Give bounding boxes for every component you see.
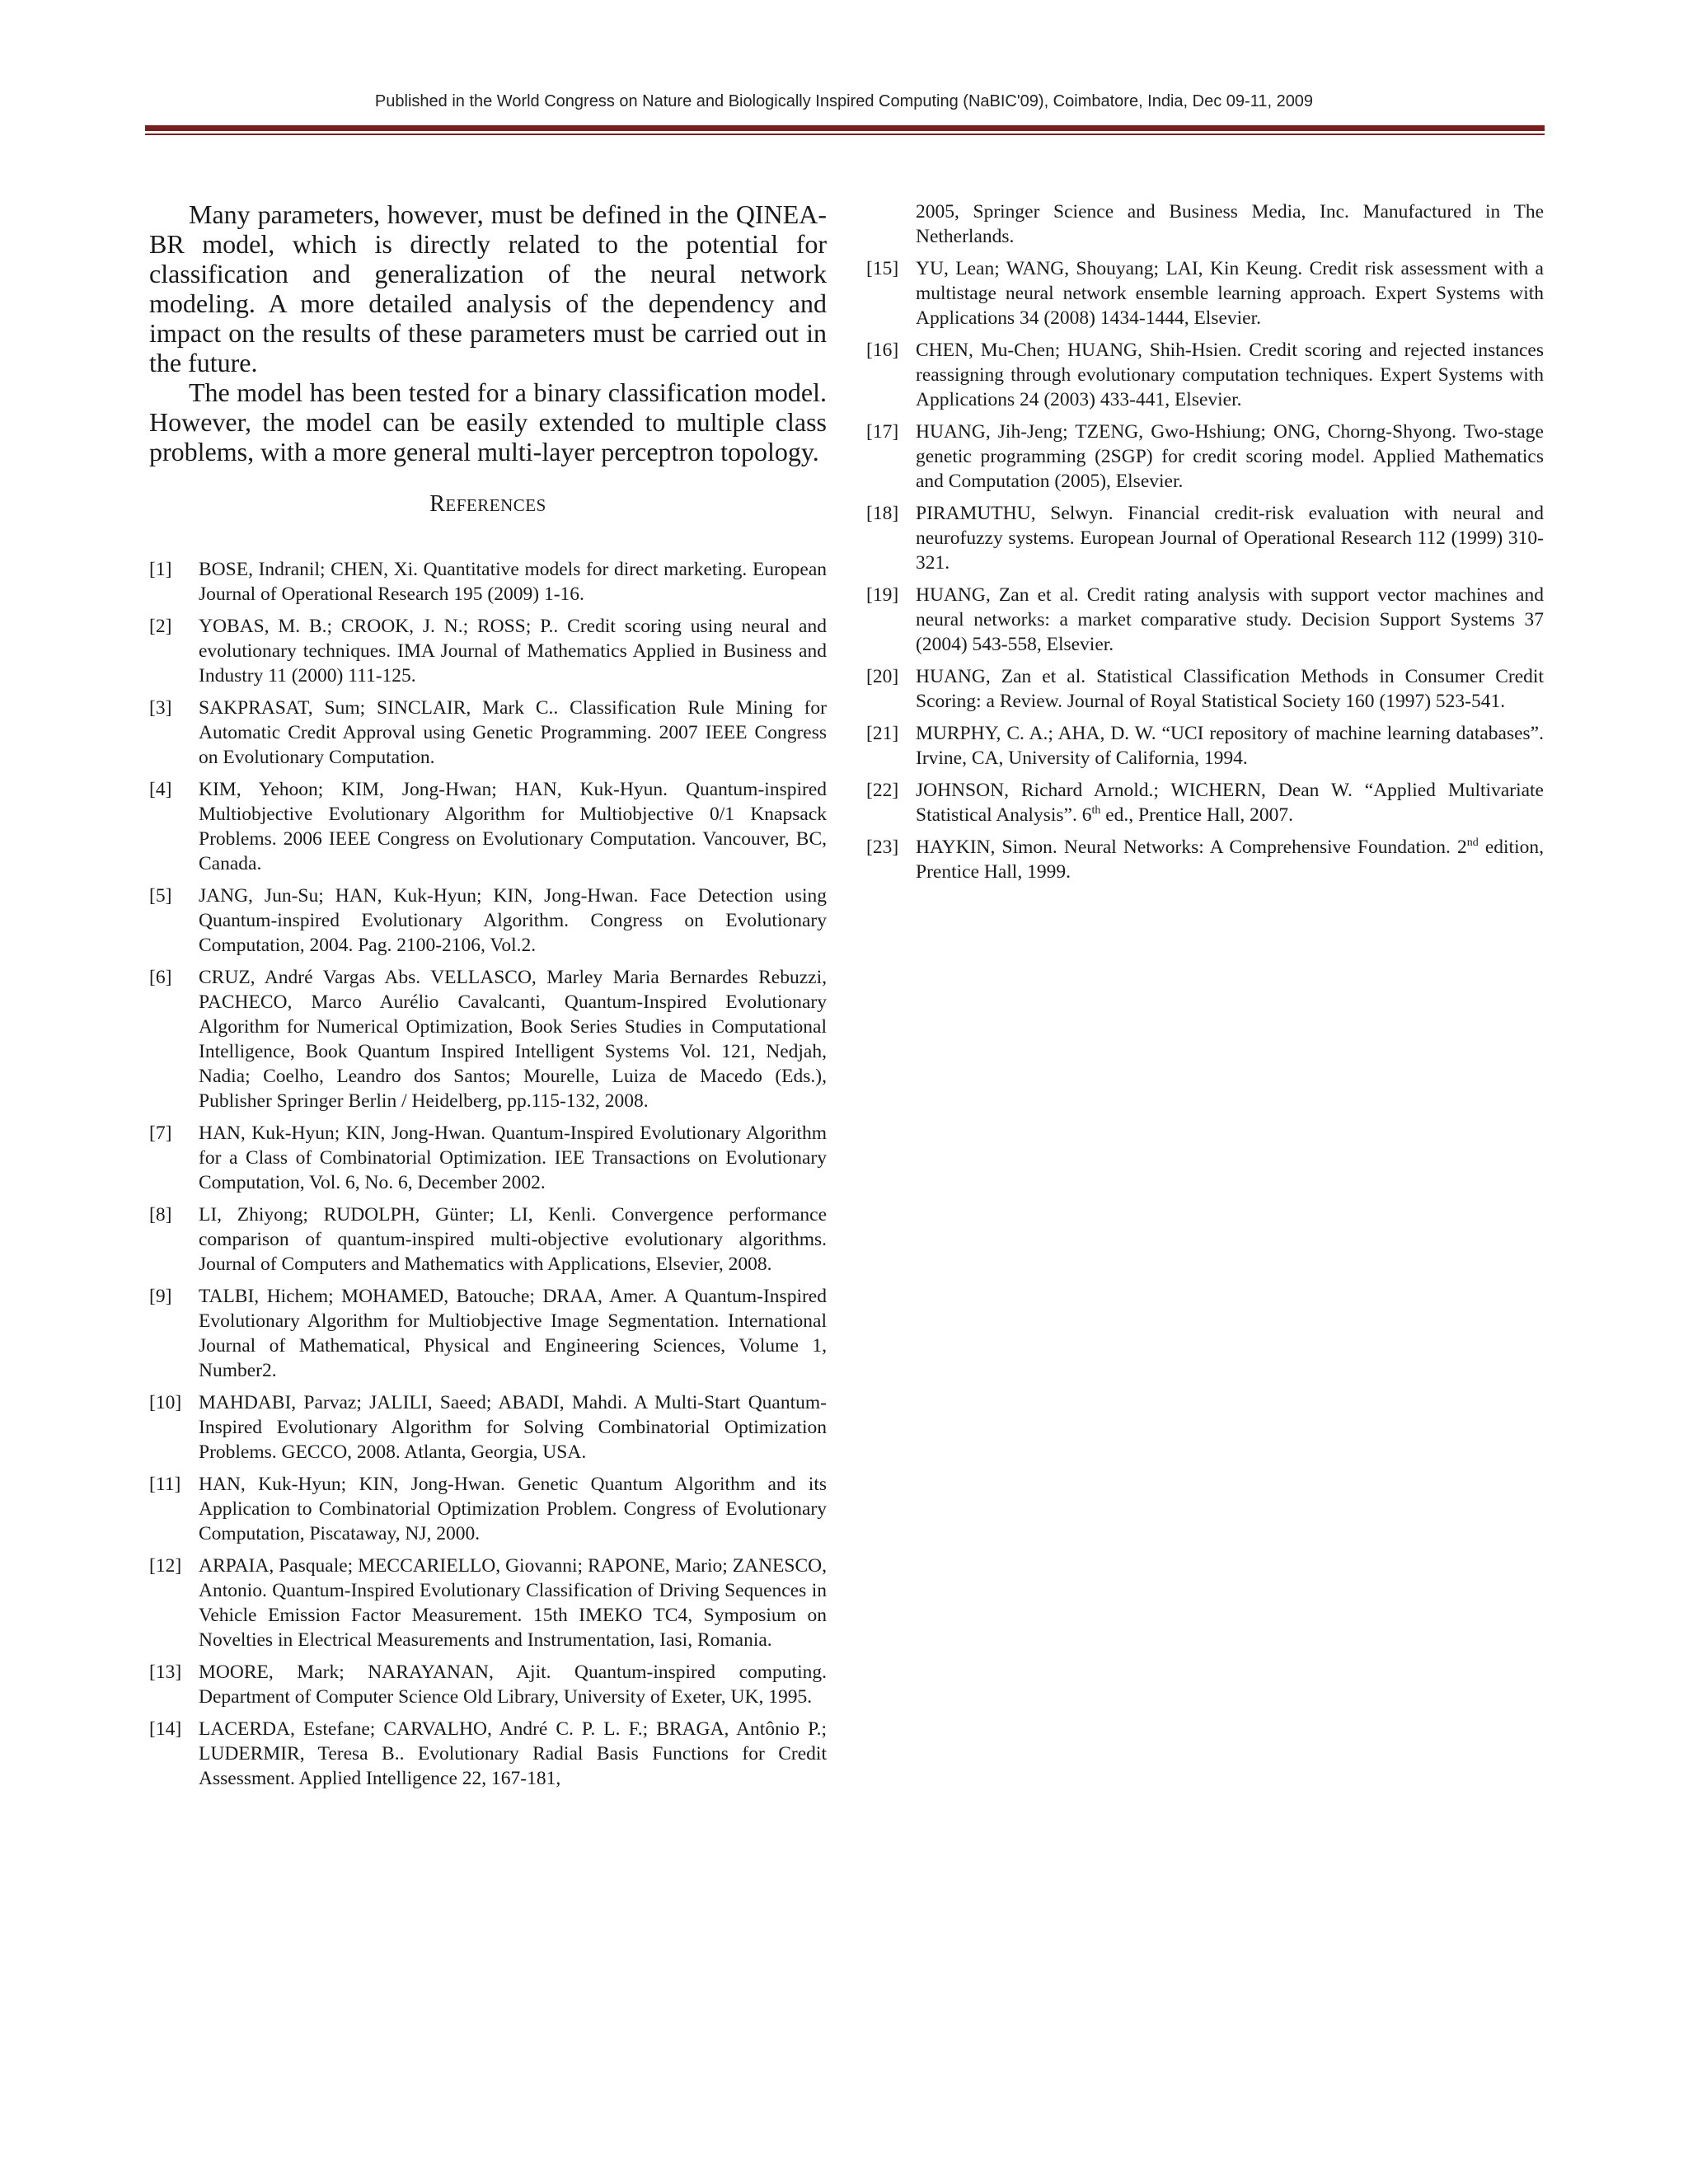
reference-item [866,256,1544,330]
reference-text: HUANG, Zan et al. Credit rating analysis with support vector machines and neural networks: a market comparative study. Decision Support Systems 37 (2004) 543-558, Elsevier. [916,584,1544,655]
reference-number: [7] [149,1122,172,1144]
reference-number: [1] [149,559,172,580]
header-rule-thin [145,134,1545,135]
reference-item [149,1717,827,1791]
reference-text [916,835,1544,884]
reference-text: KIM, Yehoon; KIM, Jong-Hwan; HAN, Kuk-Hyun. Quantum-inspired Multiobjective Evolutionary Algorithm for Multiobjective 0/1 Knapsack Problems. 2006 IEEE Congress on Evolutionary Computation. Vancouver, BC, Canada. [199,779,827,874]
references-heading-initial: R [429,491,446,517]
reference-text: BOSE, Indranil; CHEN, Xi. Quantitative models for direct marketing. European Journal of Operational Research 195 (2009) 1-16. [199,559,827,605]
reference-number: [20] [866,666,899,687]
reference-number: [19] [866,584,899,606]
reference-item [866,664,1544,714]
reference-item [866,419,1544,494]
reference-item [149,1554,827,1652]
reference-number: [17] [866,421,899,443]
header-rule-thick [145,125,1545,131]
reference-text: HAN, Kuk-Hyun; KIN, Jong-Hwan. Genetic Quantum Algorithm and its Application to Combinatorial Optimization Problem. Congress of Evolutionary Computation, Piscataway, NJ, 2000. [199,1474,827,1544]
reference-text: MAHDABI, Parvaz; JALILI, Saeed; ABADI, Mahdi. A Multi-Start Quantum-Inspired Evolutionary Algorithm for Solving Combinatorial Optimization Problems. GECCO, 2008. Atlanta, Georgia, USA. [199,1392,827,1463]
reference-number: [11] [149,1474,181,1495]
reference-item [149,965,827,1113]
reference-text-part: ed., Prentice Hall, 2007. [1100,804,1293,826]
reference-item [149,557,827,607]
reference-number: [12] [149,1555,182,1577]
reference-text: HAN, Kuk-Hyun; KIN, Jong-Hwan. Quantum-Inspired Evolutionary Algorithm for a Class of Combinatorial Optimization. IEE Transactions on Evolutionary Computation, Vol. 6, No. 6, December 2002. [199,1122,827,1193]
reference-number: [8] [149,1204,172,1226]
reference-text-part: JOHNSON, Richard Arnold.; WICHERN, Dean W. “Applied Multivariate Statistical Analysis”. 6 [916,780,1544,826]
reference-number: [21] [866,723,899,744]
reference-text [916,778,1544,827]
reference-text: HUANG, Jih-Jeng; TZENG, Gwo-Hshiung; ONG, Chorng-Shyong. Two-stage genetic programming (2SGP) for credit scoring model. Applied Mathematics and Computation (2005), Elsevier. [916,421,1544,492]
reference-item [149,883,827,958]
reference-number: [9] [149,1286,172,1307]
superscript: nd [1466,837,1479,850]
reference-text: HUANG, Zan et al. Statistical Classification Methods in Consumer Credit Scoring: a Review. Journal of Royal Statistical Society 160 (1997) 523-541. [916,666,1544,712]
reference-item [149,777,827,876]
reference-text: LI, Zhiyong; RUDOLPH, Günter; LI, Kenli. Convergence performance comparison of quantum-inspired multi-objective evolutionary algorithms. Journal of Computers and Mathematics with Applications, Elsevier, 2008. [199,1204,827,1275]
body-paragraph: Many parameters, however, must be defined in the QINEA-BR model, which is directly related to the potential for classification and generalization of the neural network modeling. A more detailed analysis of the dependency and impact on the results of these parameters must be carried out in the future. [149,199,827,377]
reference-text: PIRAMUTHU, Selwyn. Financial credit-risk evaluation with neural and neurofuzzy systems. European Journal of Operational Research 112 (1999) 310-321. [916,503,1544,574]
reference-number: [22] [866,780,899,801]
reference-text-part: HAYKIN, Simon. Neural Networks: A Comprehensive Foundation. 2 [916,837,1467,858]
reference-text: CRUZ, André Vargas Abs. VELLASCO, Marley Maria Bernardes Rebuzzi, PACHECO, Marco Aurélio Cavalcanti, Quantum-Inspired Evolutionary Algorithm for Numerical Optimization, Book Series Studies in Computational Intelligence, Book Quantum Inspired Intelligent Systems Vol. 121, Nedjah, Nadia; Coelho, Leandro dos Santos; Mourelle, Luiza de Macedo (Eds.), Publisher Springer Berlin / Heidelberg, pp.115-132, 2008. [199,967,827,1112]
reference-number: [5] [149,885,172,907]
reference-text: YOBAS, M. B.; CROOK, J. N.; ROSS; P.. Credit scoring using neural and evolutionary techniques. IMA Journal of Mathematics Applied in Business and Industry 11 (2000) 111-125. [199,616,827,687]
reference-item [149,1202,827,1277]
reference-number: [18] [866,503,899,524]
reference-number: [10] [149,1392,182,1413]
reference-item [866,778,1544,827]
reference-text: ARPAIA, Pasquale; MECCARIELLO, Giovanni; RAPONE, Mario; ZANESCO, Antonio. Quantum-Inspired Evolutionary Classification of Driving Sequences in Vehicle Emission Factor Measurement. 15th IMEKO TC4, Symposium on Novelties in Electrical Measurements and Instrumentation, Iasi, Romania. [199,1555,827,1651]
reference-item [149,1472,827,1546]
reference-item [149,1121,827,1195]
reference-item [866,338,1544,412]
superscript: th [1091,804,1101,818]
reference-text: YU, Lean; WANG, Shouyang; LAI, Kin Keung. Credit risk assessment with a multistage neural network ensemble learning approach. Expert Systems with Applications 34 (2008) 1434-1444, Elsevier. [916,258,1544,329]
left-column [149,199,827,1798]
running-header: Published in the World Congress on Nature and Biologically Inspired Computing (NaBIC'09), Coimbatore, India, Dec 09-11, 2009 [374,92,1314,110]
reference-number: [16] [866,340,899,361]
reference-text: LACERDA, Estefane; CARVALHO, André C. P. L. F.; BRAGA, Antônio P.; LUDERMIR, Teresa B.. Evolutionary Radial Basis Functions for Credit Assessment. Applied Intelligence 22, 167-181, [199,1718,827,1789]
reference-text-part: edition, Prentice Hall, 1999. [916,837,1544,883]
reference-item [149,696,827,770]
reference-item [866,583,1544,657]
reference-number: [14] [149,1718,182,1740]
reference-number: [4] [149,779,172,800]
references-heading [149,491,827,518]
reference-item [149,614,827,688]
reference-item [866,721,1544,771]
reference-number: [6] [149,967,172,988]
reference-continuation: 2005, Springer Science and Business Media, Inc. Manufactured in The Netherlands. [916,201,1544,247]
reference-text: SAKPRASAT, Sum; SINCLAIR, Mark C.. Classification Rule Mining for Automatic Credit Approval using Genetic Programming. 2007 IEEE Congress on Evolutionary Computation. [199,697,827,768]
reference-item [866,501,1544,575]
reference-item [149,1390,827,1465]
reference-item [866,835,1544,884]
reference-text: JANG, Jun-Su; HAN, Kuk-Hyun; KIN, Jong-Hwan. Face Detection using Quantum-inspired Evolutionary Algorithm. Congress on Evolutionary Computation, 2004. Pag. 2100-2106, Vol.2. [199,885,827,956]
reference-text: MURPHY, C. A.; AHA, D. W. “UCI repository of machine learning databases”. Irvine, CA, University of California, 1994. [916,723,1544,769]
reference-number: [15] [866,258,899,279]
reference-number: [13] [149,1661,182,1683]
references-heading-rest: EFERENCES [445,495,546,515]
reference-item [149,1284,827,1383]
reference-item [149,1660,827,1709]
reference-text: MOORE, Mark; NARAYANAN, Ajit. Quantum-inspired computing. Department of Computer Science Old Library, University of Exeter, UK, 1995. [199,1661,827,1708]
right-column [866,199,1544,892]
reference-number: [2] [149,616,172,637]
reference-text: CHEN, Mu-Chen; HUANG, Shih-Hsien. Credit scoring and rejected instances reassigning through evolutionary computation techniques. Expert Systems with Applications 24 (2003) 433-441, Elsevier. [916,340,1544,410]
reference-number: [3] [149,697,172,719]
reference-number: [23] [866,837,899,858]
body-paragraph: The model has been tested for a binary classification model. However, the model can be easily extended to multiple class problems, with a more general multi-layer perceptron topology. [149,377,827,466]
reference-text: TALBI, Hichem; MOHAMED, Batouche; DRAA, Amer. A Quantum-Inspired Evolutionary Algorithm for Multiobjective Image Segmentation. International Journal of Mathematical, Physical and Engineering Sciences, Volume 1, Number2. [199,1286,827,1381]
